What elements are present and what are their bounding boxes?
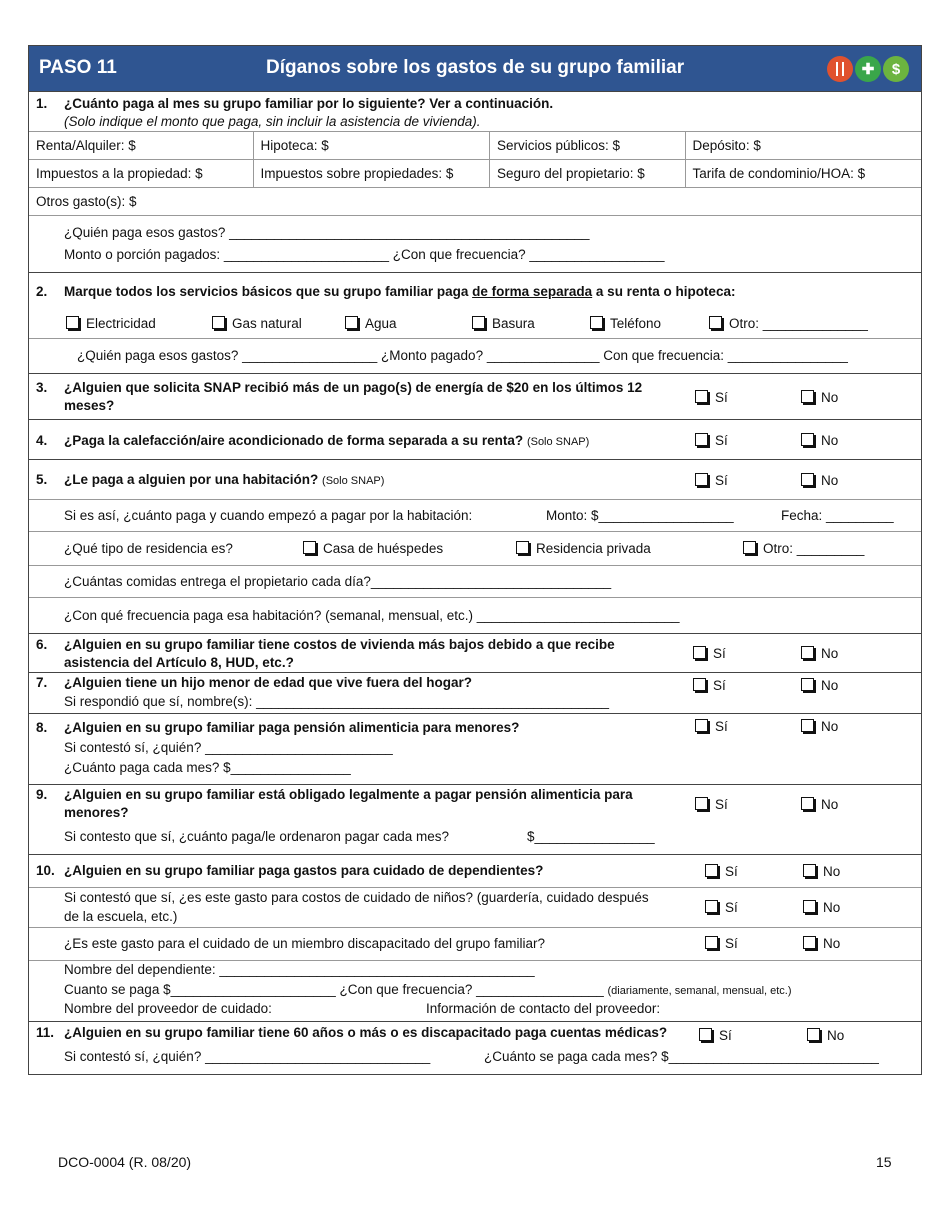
rent-field[interactable]: Renta/Alquiler: $ xyxy=(29,132,254,159)
question-text: ¿Alguien tiene un hijo menor de edad que vive fuera del hogar? xyxy=(64,675,473,690)
question-text: ¿Alguien en su grupo familiar tiene costos de vivienda más bajos debido a que recibe xyxy=(64,637,615,652)
checkbox-yes[interactable]: Sí xyxy=(705,864,738,879)
question-text: ¿Alguien en su grupo familiar está obligado legalmente a pagar pensión alimenticia para xyxy=(64,787,633,802)
expense-row-2 xyxy=(29,160,921,188)
question-number: 7. xyxy=(36,675,48,690)
question-5 xyxy=(29,460,921,634)
medical-amount-field[interactable]: ¿Cuánto se paga cada mes? $____________________________ xyxy=(484,1049,879,1064)
checkbox-no[interactable]: No xyxy=(807,1028,844,1043)
question-3 xyxy=(29,374,921,420)
childcare-question: Si contestó que sí, ¿es este gasto para costos de cuidado de niños? (guardería, cuidado después xyxy=(64,890,649,905)
checkbox-no[interactable]: No xyxy=(801,646,838,661)
other-expense-field[interactable]: Otros gasto(s): $ xyxy=(29,188,921,216)
dependent-name-field[interactable]: Nombre del dependiente: __________________________________________ xyxy=(64,962,535,977)
question-note: (Solo indique el monto que paga, sin incluir la asistencia de vivienda). xyxy=(64,114,481,129)
hoa-fee-field[interactable]: Tarifa de condominio/HOA: $ xyxy=(692,166,866,181)
checkbox-no[interactable]: No xyxy=(801,797,838,812)
question-7 xyxy=(29,673,921,714)
question-4 xyxy=(29,420,921,460)
question-9 xyxy=(29,785,921,855)
question-number: 10. xyxy=(36,863,55,878)
support-order-amount-field[interactable]: $________________ xyxy=(527,829,655,844)
question-text: ¿Cuánto paga al mes su grupo familiar por lo siguiente? Ver a continuación. xyxy=(64,96,554,111)
question-number: 11. xyxy=(36,1025,55,1040)
step-label: PASO 11 xyxy=(39,57,117,78)
question-text: ¿Alguien en su grupo familiar paga pensión alimenticia para menores? xyxy=(64,720,520,735)
checkbox-no[interactable]: No xyxy=(803,864,840,879)
checkbox-yes[interactable]: Sí xyxy=(695,719,728,734)
checkbox-private-residence[interactable]: Residencia privada xyxy=(516,541,651,556)
room-payment-label: Si es así, ¿cuánto paga y cuando empezó a pagar por la habitación: xyxy=(64,508,473,523)
care-paid-field[interactable]: Cuanto se paga $______________________ ¿Con que frecuencia? _________________ (diariamente, semanal, mensual, etc.) xyxy=(64,982,792,997)
disabled-care-question: ¿Es este gasto para el cuidado de un miembro discapacitado del grupo familiar? xyxy=(64,936,546,951)
question-text-cont: menores? xyxy=(64,805,129,820)
checkbox-gas[interactable]: Gas natural xyxy=(212,316,302,331)
question-11 xyxy=(29,1022,921,1075)
meals-field[interactable]: ¿Cuántas comidas entrega el propietario cada día?________________________________ xyxy=(64,574,612,589)
checkbox-no[interactable]: No xyxy=(801,390,838,405)
question-text: ¿Le paga a alguien por una habitación? (Solo SNAP) xyxy=(64,472,385,487)
expense-row-1 xyxy=(29,132,921,160)
checkbox-electricity[interactable]: Electricidad xyxy=(66,316,156,331)
checkbox-yes[interactable]: Sí xyxy=(705,936,738,951)
question-8 xyxy=(29,714,921,785)
question-6 xyxy=(29,634,921,673)
question-10 xyxy=(29,855,921,1022)
question-text-cont: asistencia del Artículo 8, HUD, etc.? xyxy=(64,655,294,670)
checkbox-yes[interactable]: Sí xyxy=(695,797,728,812)
step-header xyxy=(29,46,921,92)
form-code: DCO-0004 (R. 08/20) xyxy=(58,1154,192,1170)
checkbox-yes[interactable]: Sí xyxy=(695,433,728,448)
question-number: 3. xyxy=(36,380,48,395)
question-number: 4. xyxy=(36,433,48,448)
provider-name-field[interactable]: Nombre del proveedor de cuidado: xyxy=(64,1001,272,1016)
question-2 xyxy=(29,273,921,374)
checkbox-phone[interactable]: Teléfono xyxy=(590,316,661,331)
question-number: 2. xyxy=(36,284,48,299)
checkbox-no[interactable]: No xyxy=(803,936,840,951)
support-order-label: Si contesto que sí, ¿cuánto paga/le ordenaron pagar cada mes? xyxy=(64,829,450,844)
room-amount-field[interactable]: Monto: $__________________ xyxy=(546,508,734,523)
question-number: 6. xyxy=(36,637,48,652)
support-amount-field[interactable]: ¿Cuánto paga cada mes? $________________ xyxy=(64,760,351,775)
step-title: Díganos sobre los gastos de su grupo familiar xyxy=(266,57,685,78)
question-text: ¿Alguien en su grupo familiar paga gastos para cuidado de dependientes? xyxy=(64,863,544,878)
checkbox-no[interactable]: No xyxy=(801,433,838,448)
checkbox-trash[interactable]: Basura xyxy=(472,316,535,331)
amount-frequency-field[interactable]: Monto o porción pagados: ______________________ ¿Con que frecuencia? __________________ xyxy=(64,247,665,262)
question-text: Marque todos los servicios básicos que su grupo familiar paga de forma separada a su renta o hipoteca: xyxy=(64,284,736,299)
header-icons xyxy=(827,56,909,82)
checkbox-no[interactable]: No xyxy=(801,719,838,734)
checkbox-no[interactable]: No xyxy=(801,473,838,488)
question-number: 9. xyxy=(36,787,48,802)
question-text: ¿Alguien en su grupo familiar tiene 60 años o más o es discapacitado paga cuentas médicas? xyxy=(64,1025,668,1040)
health-icon: ✚ xyxy=(855,56,881,82)
checkbox-no[interactable]: No xyxy=(801,678,838,693)
money-icon: $ xyxy=(883,56,909,82)
question-text-cont: meses? xyxy=(64,398,115,413)
checkbox-yes[interactable]: Sí xyxy=(693,678,726,693)
property-levy-field[interactable]: Impuestos sobre propiedades: $ xyxy=(254,160,490,187)
utilities-payer-field[interactable]: ¿Quién paga esos gastos? __________________ ¿Monto pagado? _______________ Con que frecuencia: ________________ xyxy=(77,348,848,363)
childcare-question-cont: de la escuela, etc.) xyxy=(64,909,178,924)
checkbox-other[interactable]: Otro: ______________ xyxy=(709,316,868,331)
expenses-form xyxy=(28,45,922,1075)
who-pays-field[interactable]: ¿Quién paga esos gastos? ________________________________________________ xyxy=(64,225,590,240)
property-tax-field[interactable]: Impuestos a la propiedad: $ xyxy=(29,160,254,187)
deposit-field[interactable]: Depósito: $ xyxy=(692,138,761,153)
checkbox-other-residence[interactable]: Otro: _________ xyxy=(743,541,864,556)
page-number: 15 xyxy=(876,1154,892,1170)
checkbox-yes[interactable]: Sí xyxy=(705,900,738,915)
support-payer-field[interactable]: Si contestó sí, ¿quién? _________________________ xyxy=(64,740,393,755)
checkbox-yes[interactable]: Sí xyxy=(695,390,728,405)
room-date-field[interactable]: Fecha: _________ xyxy=(781,508,894,523)
question-number: 5. xyxy=(36,472,48,487)
utilities-field[interactable]: Servicios públicos: $ xyxy=(490,132,686,159)
question-1 xyxy=(29,92,921,273)
provider-contact-field[interactable]: Información de contacto del proveedor: xyxy=(426,1001,661,1016)
checkbox-yes[interactable]: Sí xyxy=(695,473,728,488)
owner-insurance-field[interactable]: Seguro del propietario: $ xyxy=(490,160,686,187)
food-icon xyxy=(827,56,853,82)
checkbox-boarding-house[interactable]: Casa de huéspedes xyxy=(303,541,443,556)
checkbox-yes[interactable]: Sí xyxy=(699,1028,732,1043)
question-text: ¿Paga la calefacción/aire acondicionado de forma separada a su renta? (Solo SNAP) xyxy=(64,433,590,448)
question-number: 8. xyxy=(36,720,48,735)
child-name-field[interactable]: Si respondió que sí, nombre(s): _______________________________________________ xyxy=(64,694,609,709)
residence-type-label: ¿Qué tipo de residencia es? xyxy=(64,541,233,556)
medical-payer-field[interactable]: Si contestó sí, ¿quién? ______________________________ xyxy=(64,1049,431,1064)
room-frequency-field[interactable]: ¿Con qué frecuencia paga esa habitación? (semanal, mensual, etc.) ___________________________ xyxy=(64,608,680,623)
checkbox-yes[interactable]: Sí xyxy=(693,646,726,661)
checkbox-no[interactable]: No xyxy=(803,900,840,915)
mortgage-field[interactable]: Hipoteca: $ xyxy=(254,132,490,159)
question-number: 1. xyxy=(36,96,48,111)
checkbox-water[interactable]: Agua xyxy=(345,316,397,331)
question-text: ¿Alguien que solicita SNAP recibió más de un pago(s) de energía de $20 en los últimos 12 xyxy=(64,380,643,395)
